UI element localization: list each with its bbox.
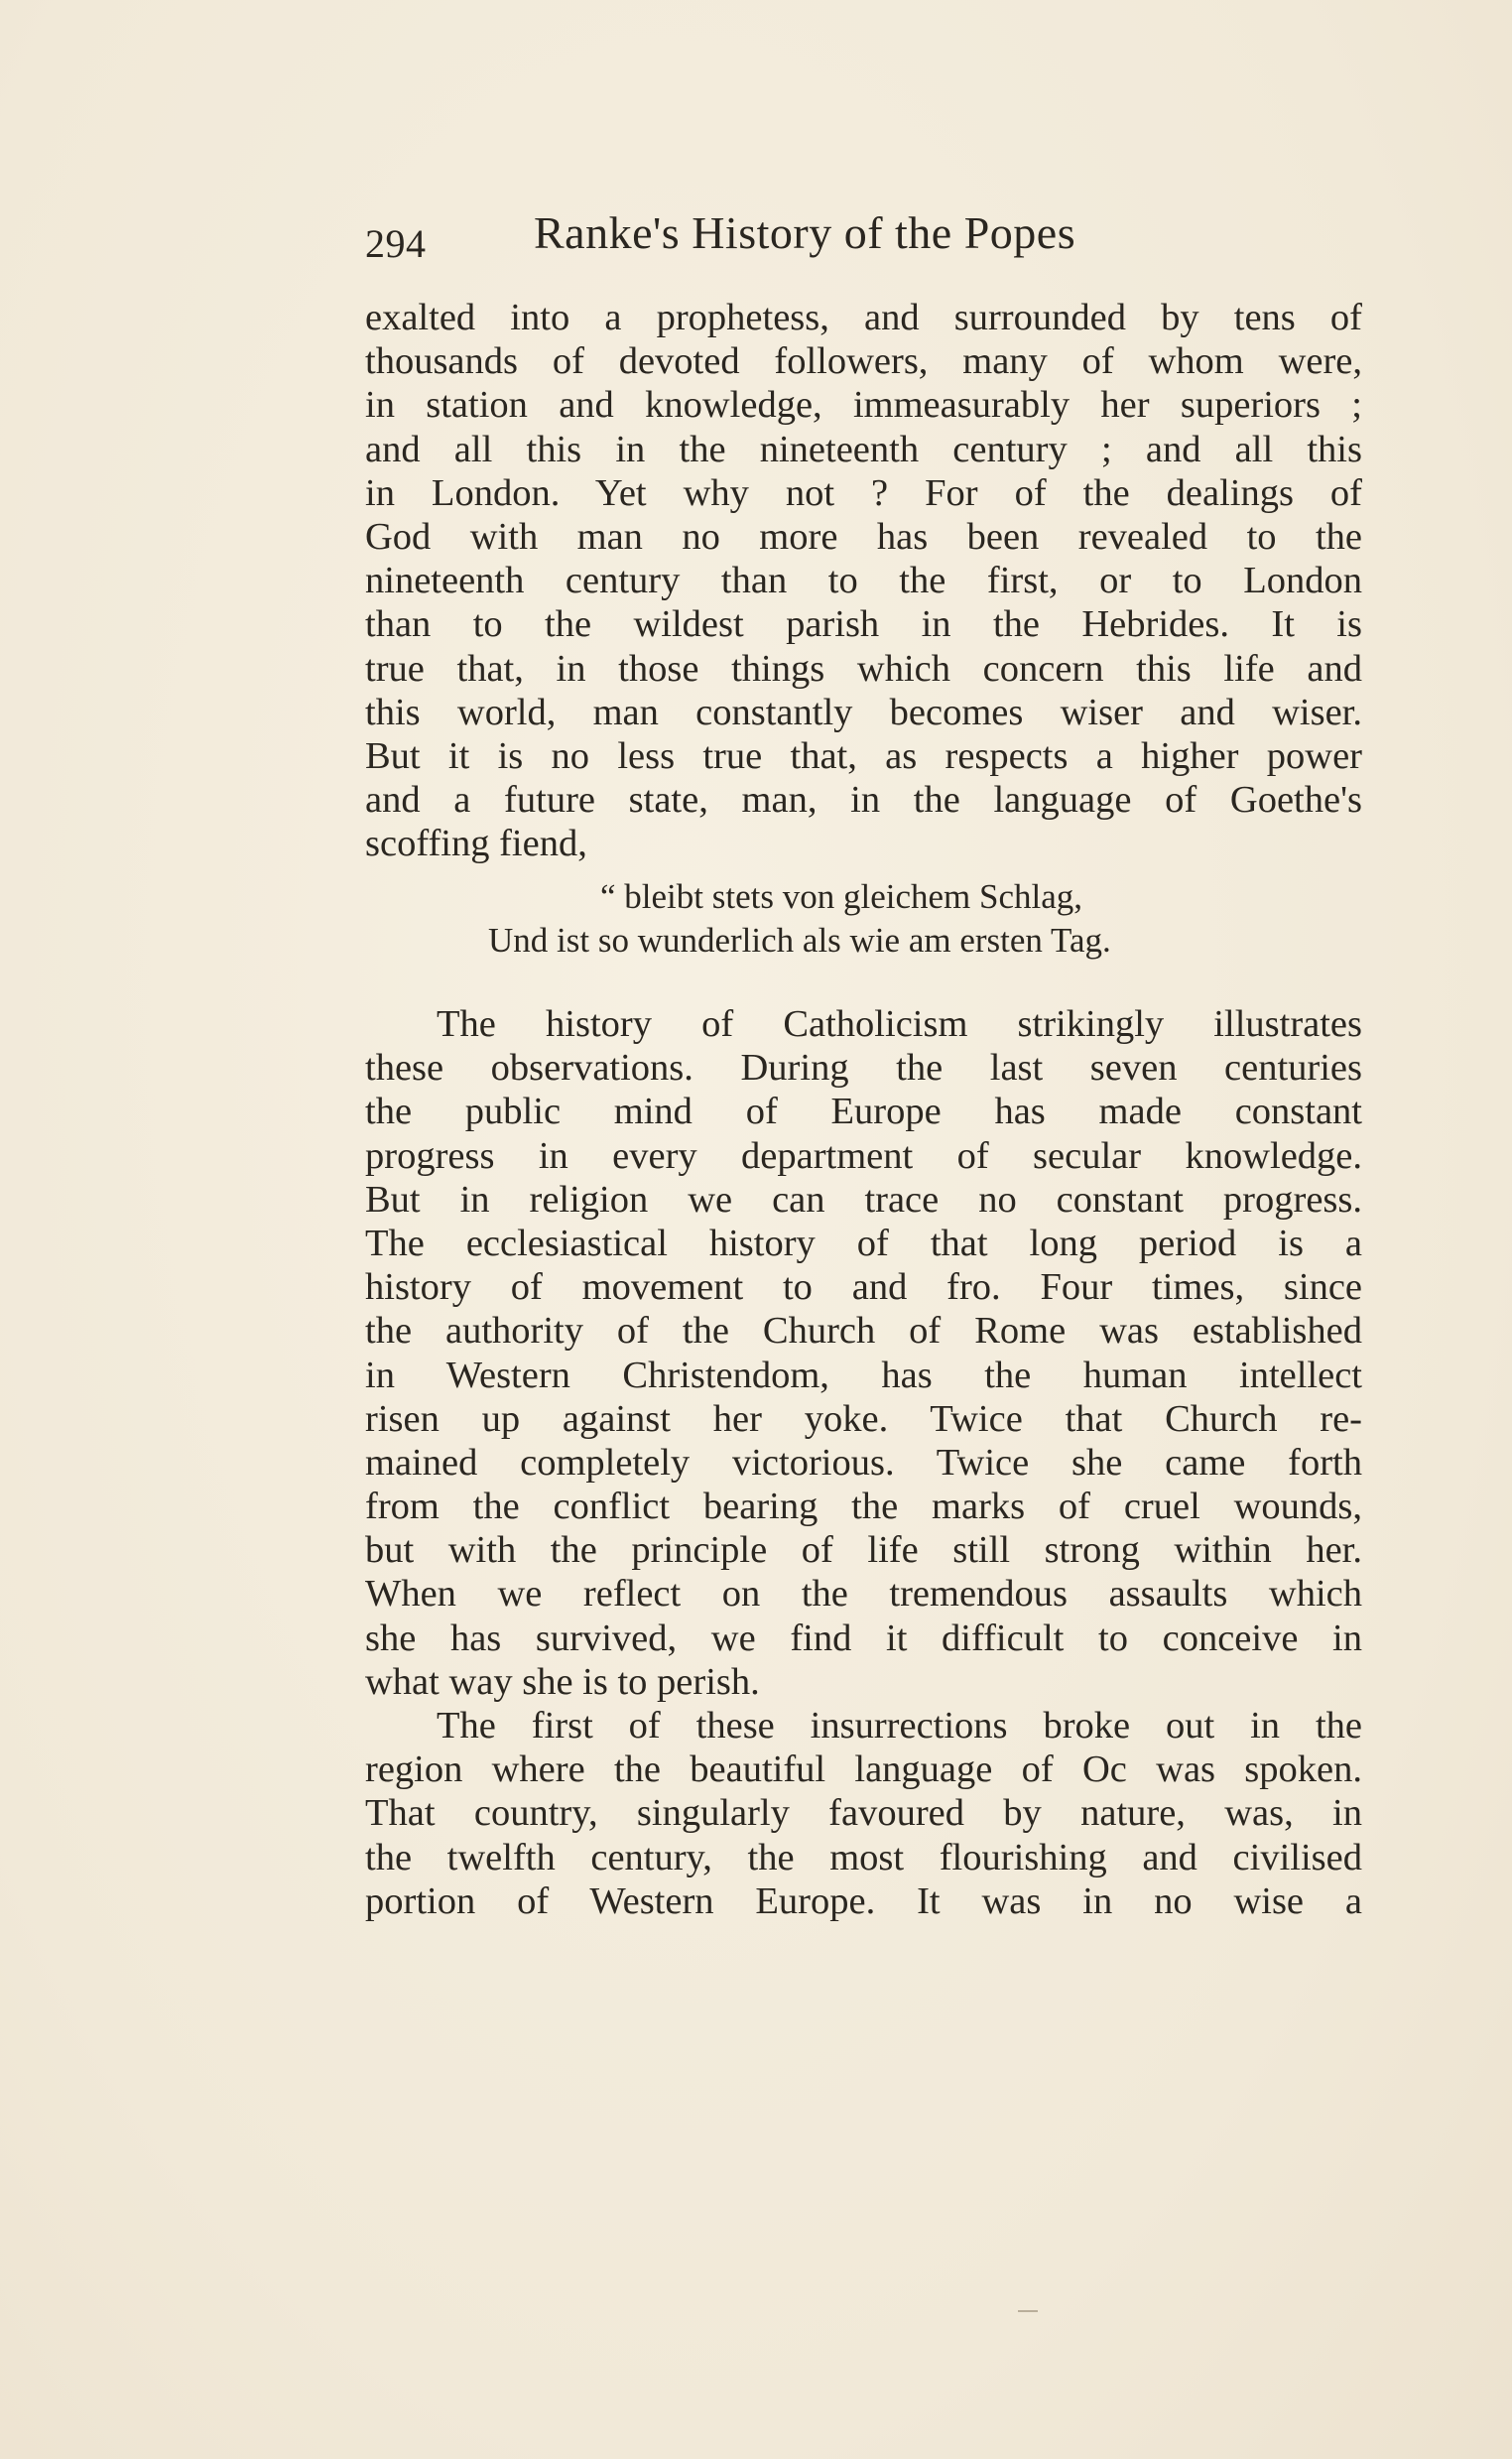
text-line: But in religion we can trace no constant progress. — [365, 1178, 1362, 1221]
text-line: these observations. During the last seven centuries — [365, 1047, 1362, 1090]
text-line: thousands of devoted followers, many of whom were, — [365, 340, 1362, 383]
text-line: mained completely victorious. Twice she came forth — [365, 1441, 1362, 1484]
text-line: When we reflect on the tremendous assaults which — [365, 1573, 1362, 1616]
text-line: risen up against her yoke. Twice that Church re- — [365, 1397, 1362, 1440]
page-title: Ranke's History of the Popes — [534, 207, 1076, 258]
text-line: what way she is to perish. — [365, 1660, 760, 1703]
text-line: and a future state, man, in the language of Goethe's — [365, 779, 1362, 822]
text-line: The history of Catholicism strikingly illustrates — [437, 1003, 1362, 1045]
text-line: the public mind of Europe has made constant — [365, 1091, 1362, 1133]
text-line: progress in every department of secular knowledge. — [365, 1134, 1362, 1177]
text-line: God with man no more has been revealed to the — [365, 515, 1362, 558]
text-line: than to the wildest parish in the Hebrides. It is — [365, 603, 1362, 646]
paragraph-prophetess — [365, 296, 1362, 865]
text-line: in station and knowledge, immeasurably her superiors ; — [365, 384, 1362, 427]
text-line: in Western Christendom, has the human intellect — [365, 1354, 1362, 1396]
text-line: nineteenth century than to the first, or to London — [365, 560, 1362, 602]
text-line: but with the principle of life still strong within her. — [365, 1529, 1362, 1572]
text-line: But it is no less true that, as respects a higher power — [365, 734, 1362, 777]
text-line: history of movement to and fro. Four times, since — [365, 1266, 1362, 1309]
page-number: 294 — [365, 221, 427, 266]
quote-line: “ bleibt stets von gleichem Schlag, — [600, 877, 1083, 916]
text-line: region where the beautiful language of Oc was spoken. — [365, 1748, 1362, 1791]
text-line: The ecclesiastical history of that long period is a — [365, 1222, 1362, 1264]
text-line: That country, singularly favoured by nature, was, in — [365, 1792, 1362, 1835]
text-line: the authority of the Church of Rome was established — [365, 1310, 1362, 1353]
text-line: she has survived, we find it difficult to conceive in — [365, 1617, 1362, 1659]
quote-line: Und ist so wunderlich als wie am ersten Tag. — [488, 921, 1111, 960]
text-line: the twelfth century, the most flourishing and civilised — [365, 1836, 1362, 1878]
text-line: scoffing fiend, — [365, 823, 587, 865]
text-line: this world, man constantly becomes wiser and wiser. — [365, 691, 1362, 733]
text-line: portion of Western Europe. It was in no wise a — [365, 1879, 1362, 1922]
text-line: exalted into a prophetess, and surrounded by tens of — [365, 297, 1362, 338]
running-head — [365, 206, 1367, 266]
text-line: true that, in those things which concern this life and — [365, 647, 1362, 690]
print-blemish — [1018, 2310, 1038, 2312]
paragraph-catholicism — [365, 1002, 1362, 1923]
text-line: The first of these insurrections broke out in the — [437, 1705, 1362, 1747]
text-line: and all this in the nineteenth century ; and all this — [365, 428, 1362, 470]
text-line: from the conflict bearing the marks of cruel wounds, — [365, 1486, 1362, 1528]
goethe-quotation — [365, 875, 1362, 963]
text-line: in London. Yet why not ? For of the dealings of — [365, 471, 1362, 514]
